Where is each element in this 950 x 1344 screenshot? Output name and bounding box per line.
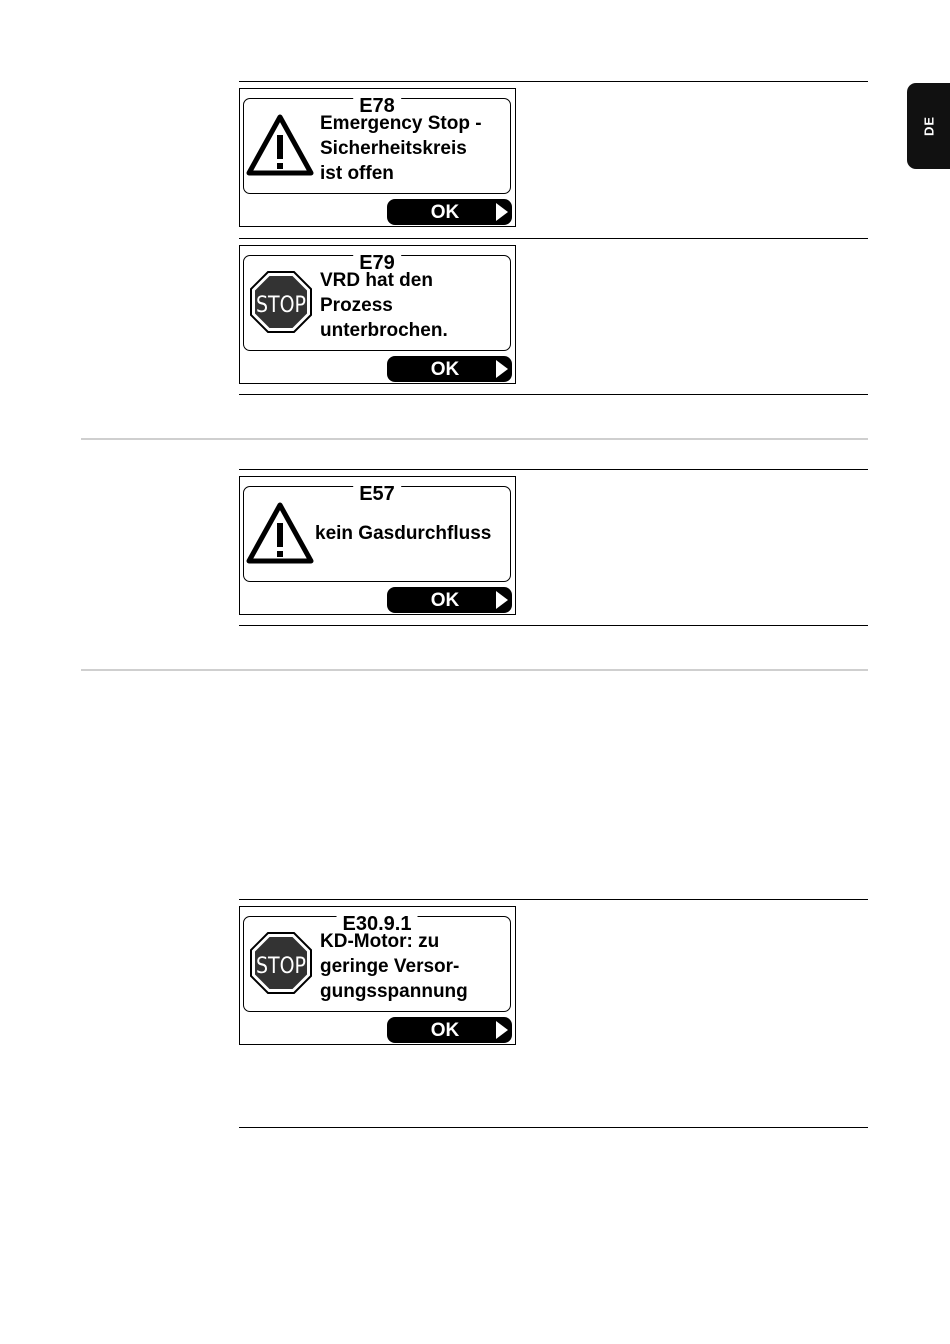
error-screen-e78	[239, 88, 516, 227]
error-screen-e79	[239, 245, 516, 384]
message-line: kein Gasdurchfluss	[315, 523, 492, 544]
message-line: gungsspannung	[320, 981, 468, 1002]
error-message	[320, 268, 448, 343]
language-tab-label: DE	[921, 115, 936, 137]
ok-button[interactable]	[387, 1017, 512, 1043]
table-rule	[239, 469, 868, 470]
arrow-right-icon	[496, 591, 508, 609]
warning-triangle-icon	[245, 113, 315, 177]
stop-sign-text: STOP	[256, 954, 306, 979]
message-line: ist offen	[320, 163, 394, 184]
message-line: Emergency Stop -	[320, 113, 482, 134]
ok-button[interactable]	[387, 356, 512, 382]
warning-triangle-icon	[245, 501, 315, 565]
ok-button-label: OK	[430, 202, 460, 223]
section-divider	[81, 669, 868, 671]
message-line: Sicherheitskreis	[320, 138, 467, 159]
ok-button-label: OK	[430, 1020, 460, 1041]
error-code: E57	[353, 484, 401, 504]
error-message	[320, 111, 482, 186]
ok-button[interactable]	[387, 199, 512, 225]
error-screen-e30-9-1	[239, 906, 516, 1045]
arrow-right-icon	[496, 360, 508, 378]
language-tab	[907, 83, 950, 169]
ok-button-label: OK	[430, 359, 460, 380]
section-divider	[81, 438, 868, 440]
error-code: E78	[353, 96, 401, 116]
message-line: unterbrochen.	[320, 320, 448, 341]
error-code: E79	[353, 253, 401, 273]
error-message	[320, 929, 468, 1004]
message-line: geringe Versor-	[320, 956, 460, 977]
table-rule	[239, 625, 868, 626]
table-rule	[239, 238, 868, 239]
error-code: E30.9.1	[337, 914, 418, 934]
arrow-right-icon	[496, 203, 508, 221]
error-message	[315, 521, 491, 546]
message-line: KD-Motor: zu	[320, 931, 440, 952]
arrow-right-icon	[496, 1021, 508, 1039]
table-rule	[239, 1127, 868, 1128]
error-screen-e57	[239, 476, 516, 615]
ok-button[interactable]	[387, 587, 512, 613]
table-rule	[239, 81, 868, 82]
table-rule	[239, 899, 868, 900]
stop-sign-text: STOP	[256, 293, 306, 318]
table-rule	[239, 394, 868, 395]
message-line: Prozess	[320, 295, 393, 316]
message-line: VRD hat den	[320, 270, 433, 291]
stop-sign-icon	[249, 270, 313, 334]
stop-sign-icon	[249, 931, 313, 995]
ok-button-label: OK	[430, 590, 460, 611]
